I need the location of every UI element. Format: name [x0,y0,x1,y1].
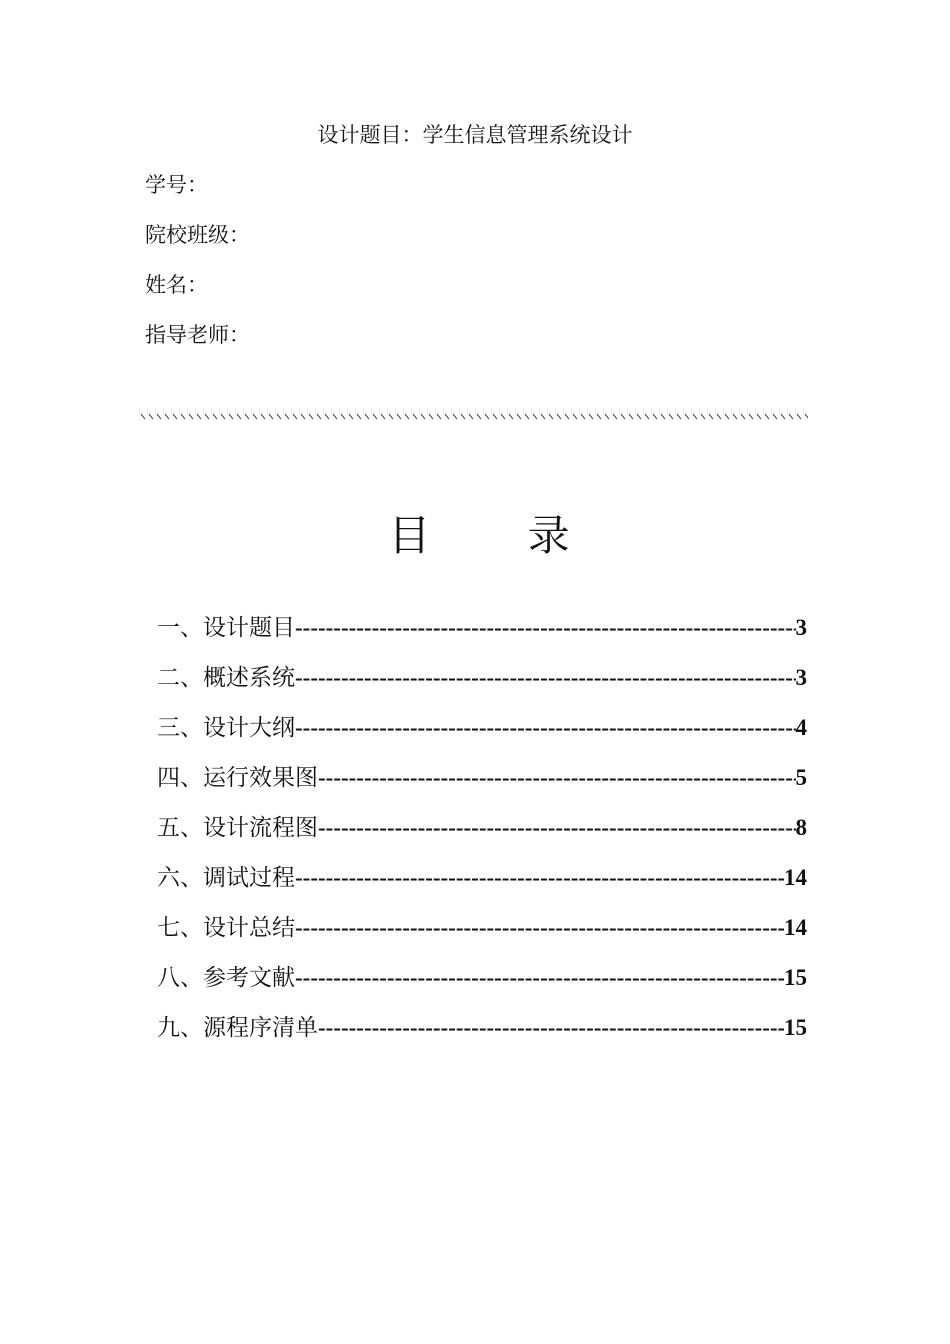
toc-item-page: 15 [784,965,807,990]
toc-leader [318,811,796,845]
toc-heading: 目 录 [388,511,612,560]
class-field: 院校班级： [145,223,250,247]
toc-item-page: 5 [795,765,807,790]
toc-item-label: 五、设计流程图 [157,815,318,841]
toc-item-page: 3 [795,615,807,640]
toc-leader [295,611,796,645]
toc-item[interactable] [157,995,807,1045]
toc-leader [295,661,796,695]
page-divider [140,408,808,422]
toc-item-label: 四、运行效果图 [157,765,318,791]
toc-item[interactable] [157,645,807,695]
toc-leader [295,961,784,995]
advisor-field: 指导老师： [145,323,250,347]
toc-leader [295,911,784,945]
name-field: 姓名： [145,273,208,297]
toc-item-page: 14 [784,865,807,890]
toc-item-page: 15 [784,1015,807,1040]
toc-item-label: 一、设计题目 [157,615,295,641]
toc-item-page: 3 [795,665,807,690]
toc-item[interactable] [157,695,807,745]
design-title: 设计题目：学生信息管理系统设计 [317,123,633,147]
toc-item-label: 八、参考文献 [157,965,295,991]
toc-item-label: 二、概述系统 [157,665,295,691]
toc-item[interactable] [157,595,807,645]
toc-item-label: 六、调试过程 [157,865,295,891]
toc-leader [295,861,784,895]
toc-leader [295,711,796,745]
toc-item-label: 三、设计大纲 [157,715,295,741]
toc-item-label: 七、设计总结 [157,915,295,941]
divider-pattern [140,409,808,422]
toc-leader [318,1011,784,1045]
toc-item-page: 4 [795,715,807,740]
toc-item-label: 九、源程序清单 [157,1015,318,1041]
toc-item[interactable] [157,795,807,845]
toc-item[interactable] [157,845,807,895]
toc-list [157,595,807,1045]
toc-item[interactable] [157,895,807,945]
toc-item[interactable] [157,745,807,795]
toc-item-page: 8 [795,815,807,840]
toc-item-page: 14 [784,915,807,940]
toc-leader [318,761,796,795]
student-id-field: 学号： [145,173,208,197]
toc-item[interactable] [157,945,807,995]
